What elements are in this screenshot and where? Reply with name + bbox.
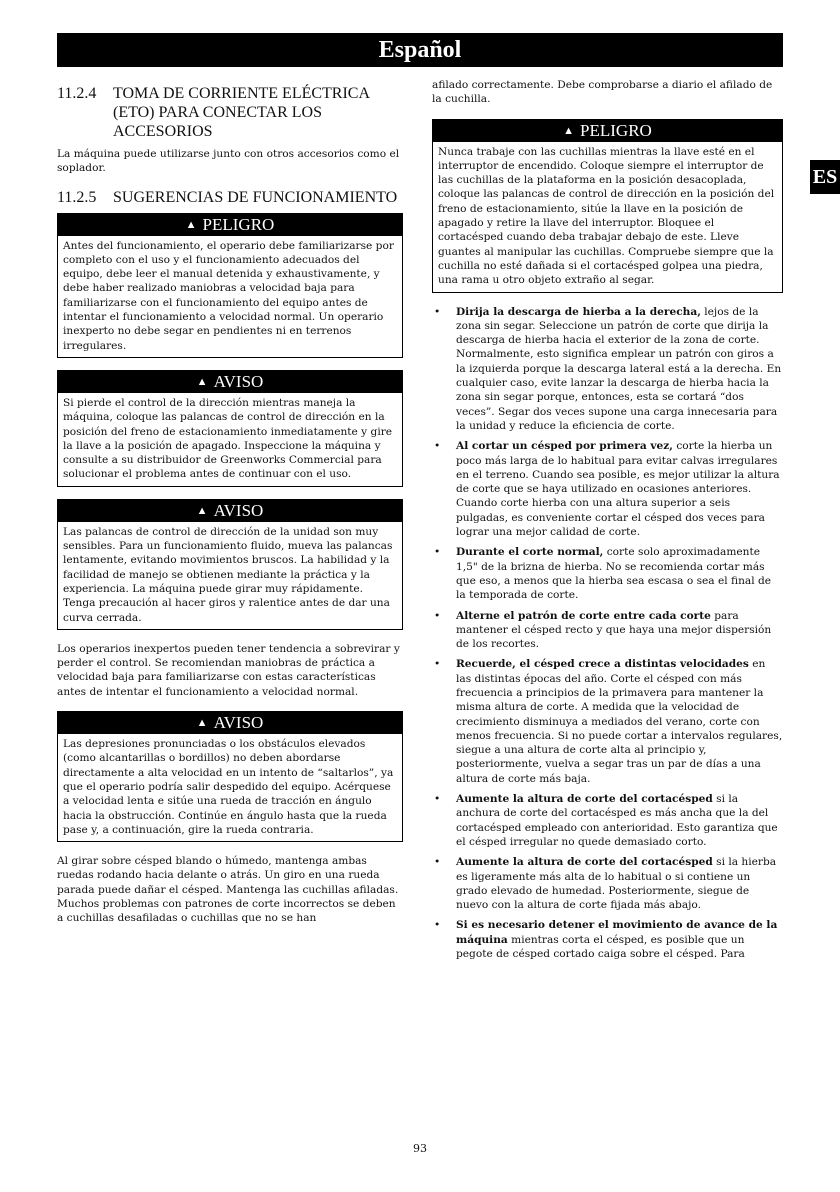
bullet-icon: •	[434, 793, 441, 806]
danger-box-blades	[432, 119, 783, 293]
language-header: Español	[57, 33, 783, 67]
tip-lead: Alterne el patrón de corte entre cada corte	[456, 609, 711, 622]
warning-label: AVISO	[213, 500, 264, 520]
tip-text: si la hierba es ligeramente más alta de lo habitual o si contiene un grado elevado de humedad. Posteriormente, siegue de nuevo con la altura de corte fijada más abajo.	[456, 856, 777, 912]
bullet-icon: •	[434, 919, 441, 932]
tip-lead: Recuerde, el césped crece a distintas velocidades	[456, 658, 749, 671]
list-item	[432, 792, 783, 849]
bullet-icon: •	[434, 546, 441, 559]
tip-text: corte solo aproximadamente 1,5" de la brizna de hierba. No se recomienda cortar más que eso, a menos que la hierba sea escasa o sea el final de la temporada de corte.	[456, 546, 772, 602]
section-number: 11.2.4	[57, 85, 97, 102]
warning-triangle-icon: ▲	[196, 375, 208, 388]
page-number: 93	[413, 1142, 427, 1155]
tips-list	[432, 305, 783, 962]
section-title: SUGERENCIAS DE FUNCIONAMIENTO	[113, 188, 398, 206]
warning-text: Las palancas de control de dirección de la unidad son muy sensibles. Para un funcionamiento fluido, mueva las palancas lentamente, evitando movimientos bruscos. La habilidad y la facilidad de manejo se obtienen mediante la práctica y la experiencia. La máquina puede girar muy rápidamente. Tenga precaución al hacer giros y ralentice antes de dar una curva cerrada.	[63, 525, 393, 624]
paragraph-turning: Al girar sobre césped blando o húmedo, mantenga ambas ruedas rodando hacia delante o atrás. Un giro en una rueda parada puede dañar el césped. Mantenga las cuchillas afiladas. Muchos problemas con patrones de corte incorrectos se deben a cuchillas desafiladas o cuchillas que no se han	[57, 855, 399, 925]
notice-box-obstacles	[57, 711, 403, 842]
section-title: TOMA DE CORRIENTE ELÉCTRICA (ETO) PARA CONECTAR LOS ACCESORIOS	[113, 85, 370, 140]
section-heading-eto	[57, 84, 403, 141]
list-item	[432, 545, 783, 602]
list-item	[432, 439, 783, 539]
warning-text: Nunca trabaje con las cuchillas mientras la llave esté en el interruptor de encendido. Coloque siempre el interruptor de las cuchillas de la plataforma en la posición desacoplada, coloque las palancas de control de dirección en la posición del freno de estacionamiento, sitúe la llave en la posición de apagado y retire la llave del interruptor. Bloquee el cortacésped cuando deba trabajar debajo de este. Lleve guantes al manipular las cuchillas. Compruebe siempre que la cuchilla no esté dañada si el cortacésped golpea una piedra, una rama u otro objeto extraño al segar.	[438, 145, 775, 287]
tip-lead: Durante el corte normal,	[456, 546, 604, 559]
tip-lead: Si es necesario detener el movimiento de avance de la máquina	[456, 919, 778, 946]
warning-header	[433, 120, 782, 142]
tip-text: en las distintas épocas del año. Corte el césped con más frecuencia a principios de la primavera para mantener la misma altura de corte. A medida que la velocidad de crecimiento disminuya a mediados del verano, corte con menos frecuencia. Si no puede cortar a intervalos regulares, siegue a una altura de corte alta al principio y, posteriormente, vuelva a segar tras un par de días a una altura de corte más baja.	[456, 658, 783, 785]
notice-box-steering-control	[57, 370, 403, 487]
tip-lead: Dirija la descarga de hierba a la derecha,	[456, 305, 701, 318]
list-item	[432, 855, 783, 912]
right-column	[432, 78, 783, 967]
section-heading-tips	[57, 188, 403, 207]
warning-triangle-icon: ▲	[185, 218, 197, 231]
warning-label: PELIGRO	[580, 120, 652, 140]
notice-box-steering-levers	[57, 499, 403, 630]
paragraph-inexperienced: Los operarios inexpertos pueden tener tendencia a sobrevirar y perder el control. Se recomiendan maniobras de práctica a velocidad baja para familiarizarse con estas características antes de intentar el funcionamiento a velocidad normal.	[57, 642, 400, 698]
bullet-icon: •	[434, 856, 441, 869]
warning-header	[58, 214, 402, 236]
tip-lead: Aumente la altura de corte del cortacésped	[456, 856, 713, 869]
list-item	[432, 918, 783, 961]
tip-lead: Aumente la altura de corte del cortacésped	[456, 793, 713, 806]
left-column	[57, 78, 403, 938]
paragraph-eto: La máquina puede utilizarse junto con otros accesorios como el soplador.	[57, 148, 400, 175]
tip-text: lejos de la zona sin segar. Seleccione un patrón de corte que dirija la descarga de hierba hacia el exterior de la zona de corte. Normalmente, esto significa emplear un patrón con giros a la izquierda porque la descarga lateral está a la derecha. En cualquier caso, evite lanzar la descarga de hierba hacia la zona sin segar porque, entonces, esta se cortará “dos veces”. Segar dos veces supone una carga innecesaria para la unidad y reduce la eficiencia de corte.	[456, 305, 782, 432]
warning-label: AVISO	[213, 713, 264, 733]
warning-triangle-icon: ▲	[196, 504, 208, 517]
warning-header	[58, 712, 402, 734]
tip-text: corte la hierba un poco más larga de lo habitual para evitar calvas irregulares en el terreno. Cuando sea posible, es mejor utilizar la altura de corte que se haya utilizado en ocasiones anteriores. Cuando corte hierba con una altura superior a seis pulgadas, es conveniente cortar el césped dos veces para lograr una mejor calidad de corte.	[456, 440, 780, 539]
tip-text: mientras corta el césped, es posible que un pegote de césped cortado caiga sobre el césped. Para	[456, 933, 745, 961]
warning-triangle-icon: ▲	[196, 717, 208, 730]
warning-label: PELIGRO	[202, 214, 275, 234]
warning-label: AVISO	[213, 371, 264, 391]
paragraph-sharpening: afilado correctamente. Debe comprobarse a diario el afilado de la cuchilla.	[432, 79, 773, 106]
warning-triangle-icon: ▲	[563, 124, 575, 137]
tip-lead: Al cortar un césped por primera vez,	[456, 440, 673, 453]
bullet-icon: •	[434, 658, 441, 671]
tip-text: para mantener el césped recto y que haya una mejor dispersión de los recortes.	[456, 609, 772, 651]
warning-text: Las depresiones pronunciadas o los obstáculos elevados (como alcantarillas o bordillos) no deben abordarse directamente a alta velocidad en un intento de “saltarlos”, ya que el operario podría salir despedido del equipo. Acérquese a velocidad lenta e sitúe una rueda de tracción en ángulo hacia la obstrucción. Continúe en ángulo hasta que la rueda pase y, a continuación, gire la rueda contraria.	[63, 738, 394, 836]
warning-text: Si pierde el control de la dirección mientras maneja la máquina, coloque las palancas de control de dirección en la posición del freno de estacionamiento inmediatamente y gire la llave a la posición de apagado. Inspeccione la máquina y consulte a su distribuidor de Greenworks Commercial para solucionar el problema antes de continuar con el uso.	[63, 396, 393, 481]
section-number: 11.2.5	[57, 188, 97, 206]
list-item	[432, 305, 783, 434]
bullet-icon: •	[434, 305, 441, 318]
warning-text: Antes del funcionamiento, el operario debe familiarizarse por completo con el uso y el funcionamiento adecuados del equipo, debe leer el manual detenida y exhaustivamente, y debe haber realizado maniobras a velocidad baja para familiarizarse con el funcionamiento del equipo antes de intentar el funcionamiento a velocidad normal. Un operario inexperto no debe segar en pendientes ni en terrenos irregulares.	[63, 239, 394, 352]
bullet-icon: •	[434, 440, 441, 453]
list-item	[432, 609, 783, 652]
language-tab: ES	[810, 160, 840, 194]
warning-header	[58, 371, 402, 393]
warning-header	[58, 500, 402, 522]
danger-box-operator	[57, 213, 403, 358]
bullet-icon: •	[434, 609, 441, 622]
tip-text: si la anchura de corte del cortacésped es más ancha que la del cortacésped empleado con anterioridad. Esto garantiza que el césped irregular no quede demasiado corto.	[456, 793, 778, 848]
list-item	[432, 657, 783, 786]
